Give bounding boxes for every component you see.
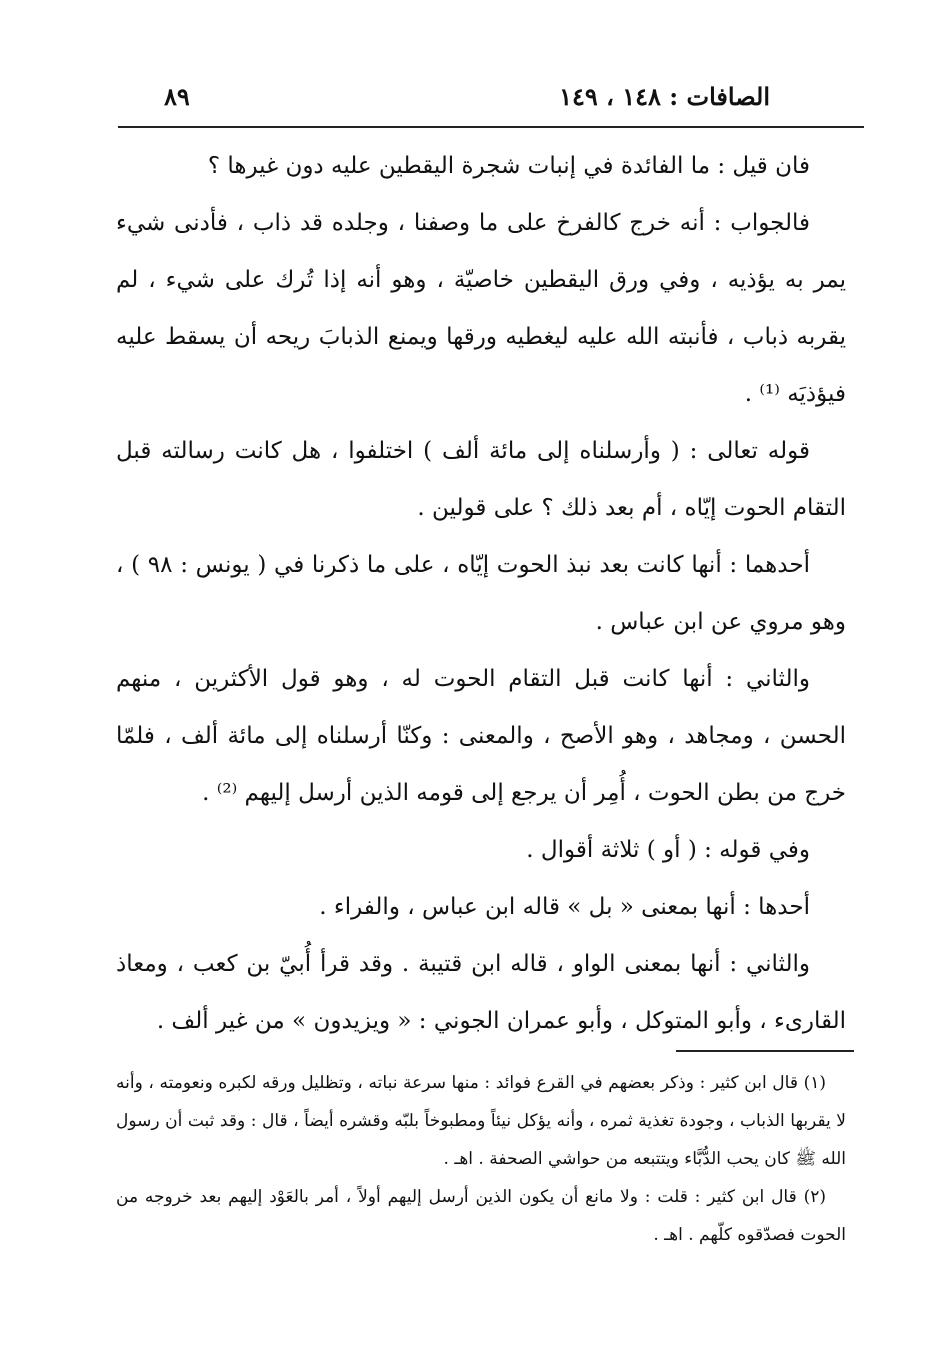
footnote-2: (٢) قال ابن كثير : قلت : ولا مانع أن يكون الذين أرسل إليهم أولاً ، أمر بالعَوْد إليهم بعد خروجه من الحوت فصدّقوه كلّهم . اهـ .: [116, 1187, 846, 1245]
main-text: [116, 138, 846, 1050]
paragraph-answer: فالجواب : أنه خرج كالفرخ على ما وصفنا ، وجلده قد ذاب ، فأدنى شيء يمر به يؤذيه ، وفي ورق اليقطين خاصيّة ، وهو أنه إذا تُرك على شيء ، لم يقربه ذباب ، فأنبته الله عليه ليغطيه ورقها ويمنع الذبابَ ريحه أن يسقط عليه فيؤذيَه ⁽¹⁾ .: [116, 210, 846, 407]
paragraph-second-opinion: والثاني : أنها كانت قبل التقام الحوت له ، وهو قول الأكثرين ، منهم الحسن ، ومجاهد ، وهو الأصح ، والمعنى : وكنّا أرسلناه إلى مائة ألف ، فلمّا خرج من بطن الحوت ، أُمِر أن يرجع إلى قومه الذين أرسل إليهم ⁽²⁾ .: [116, 666, 846, 806]
page-header: [150, 82, 850, 122]
footnote-rule: [676, 1050, 854, 1052]
paragraph-question: فان قيل : ما الفائدة في إنبات شجرة اليقطين عليه دون غيرها ؟: [207, 153, 810, 179]
running-title: الصافات : ١٤٨ ، ١٤٩: [559, 82, 770, 111]
footnotes: [116, 1064, 846, 1254]
header-rule: [118, 126, 864, 128]
page-number: ٨٩: [164, 82, 190, 111]
paragraph-first-opinion: أحدهما : أنها كانت بعد نبذ الحوت إيّاه ، على ما ذكرنا في ( يونس : ٩٨ ) ، وهو مروي عن ابن عباس .: [116, 552, 846, 635]
paragraph-or-sayings: وفي قوله : ( أو ) ثلاثة أقوال .: [526, 837, 810, 863]
footnote-1: (١) قال ابن كثير : وذكر بعضهم في القرع فوائد : منها سرعة نباته ، وتظليل ورقه لكبره ونعومته ، وأنه لا يقربها الذباب ، وجودة تغذية ثمره ، وأنه يؤكل نيئاً ومطبوخاً بلبّه وقشره أيضاً ، قال : وقد ثبت أن رسول الله ﷺ كان يحب الدُّبَّاء ويتتبعه من حواشي الصحفة . اهـ .: [116, 1073, 846, 1169]
paragraph-or-second: والثاني : أنها بمعنى الواو ، قاله ابن قتيبة . وقد قرأ أُبيّ بن كعب ، ومعاذ القارىء ، وأبو المتوكل ، وأبو عمران الجوني : « ويزيدون » من غير ألف .: [116, 951, 846, 1034]
paragraph-or-first: أحدها : أنها بمعنى « بل » قاله ابن عباس ، والفراء .: [319, 894, 810, 920]
paragraph-verse-commentary: قوله تعالى : ( وأرسلناه إلى مائة ألف ) اختلفوا ، هل كانت رسالته قبل التقام الحوت إيّاه ، أم بعد ذلك ؟ على قولين .: [116, 438, 846, 521]
